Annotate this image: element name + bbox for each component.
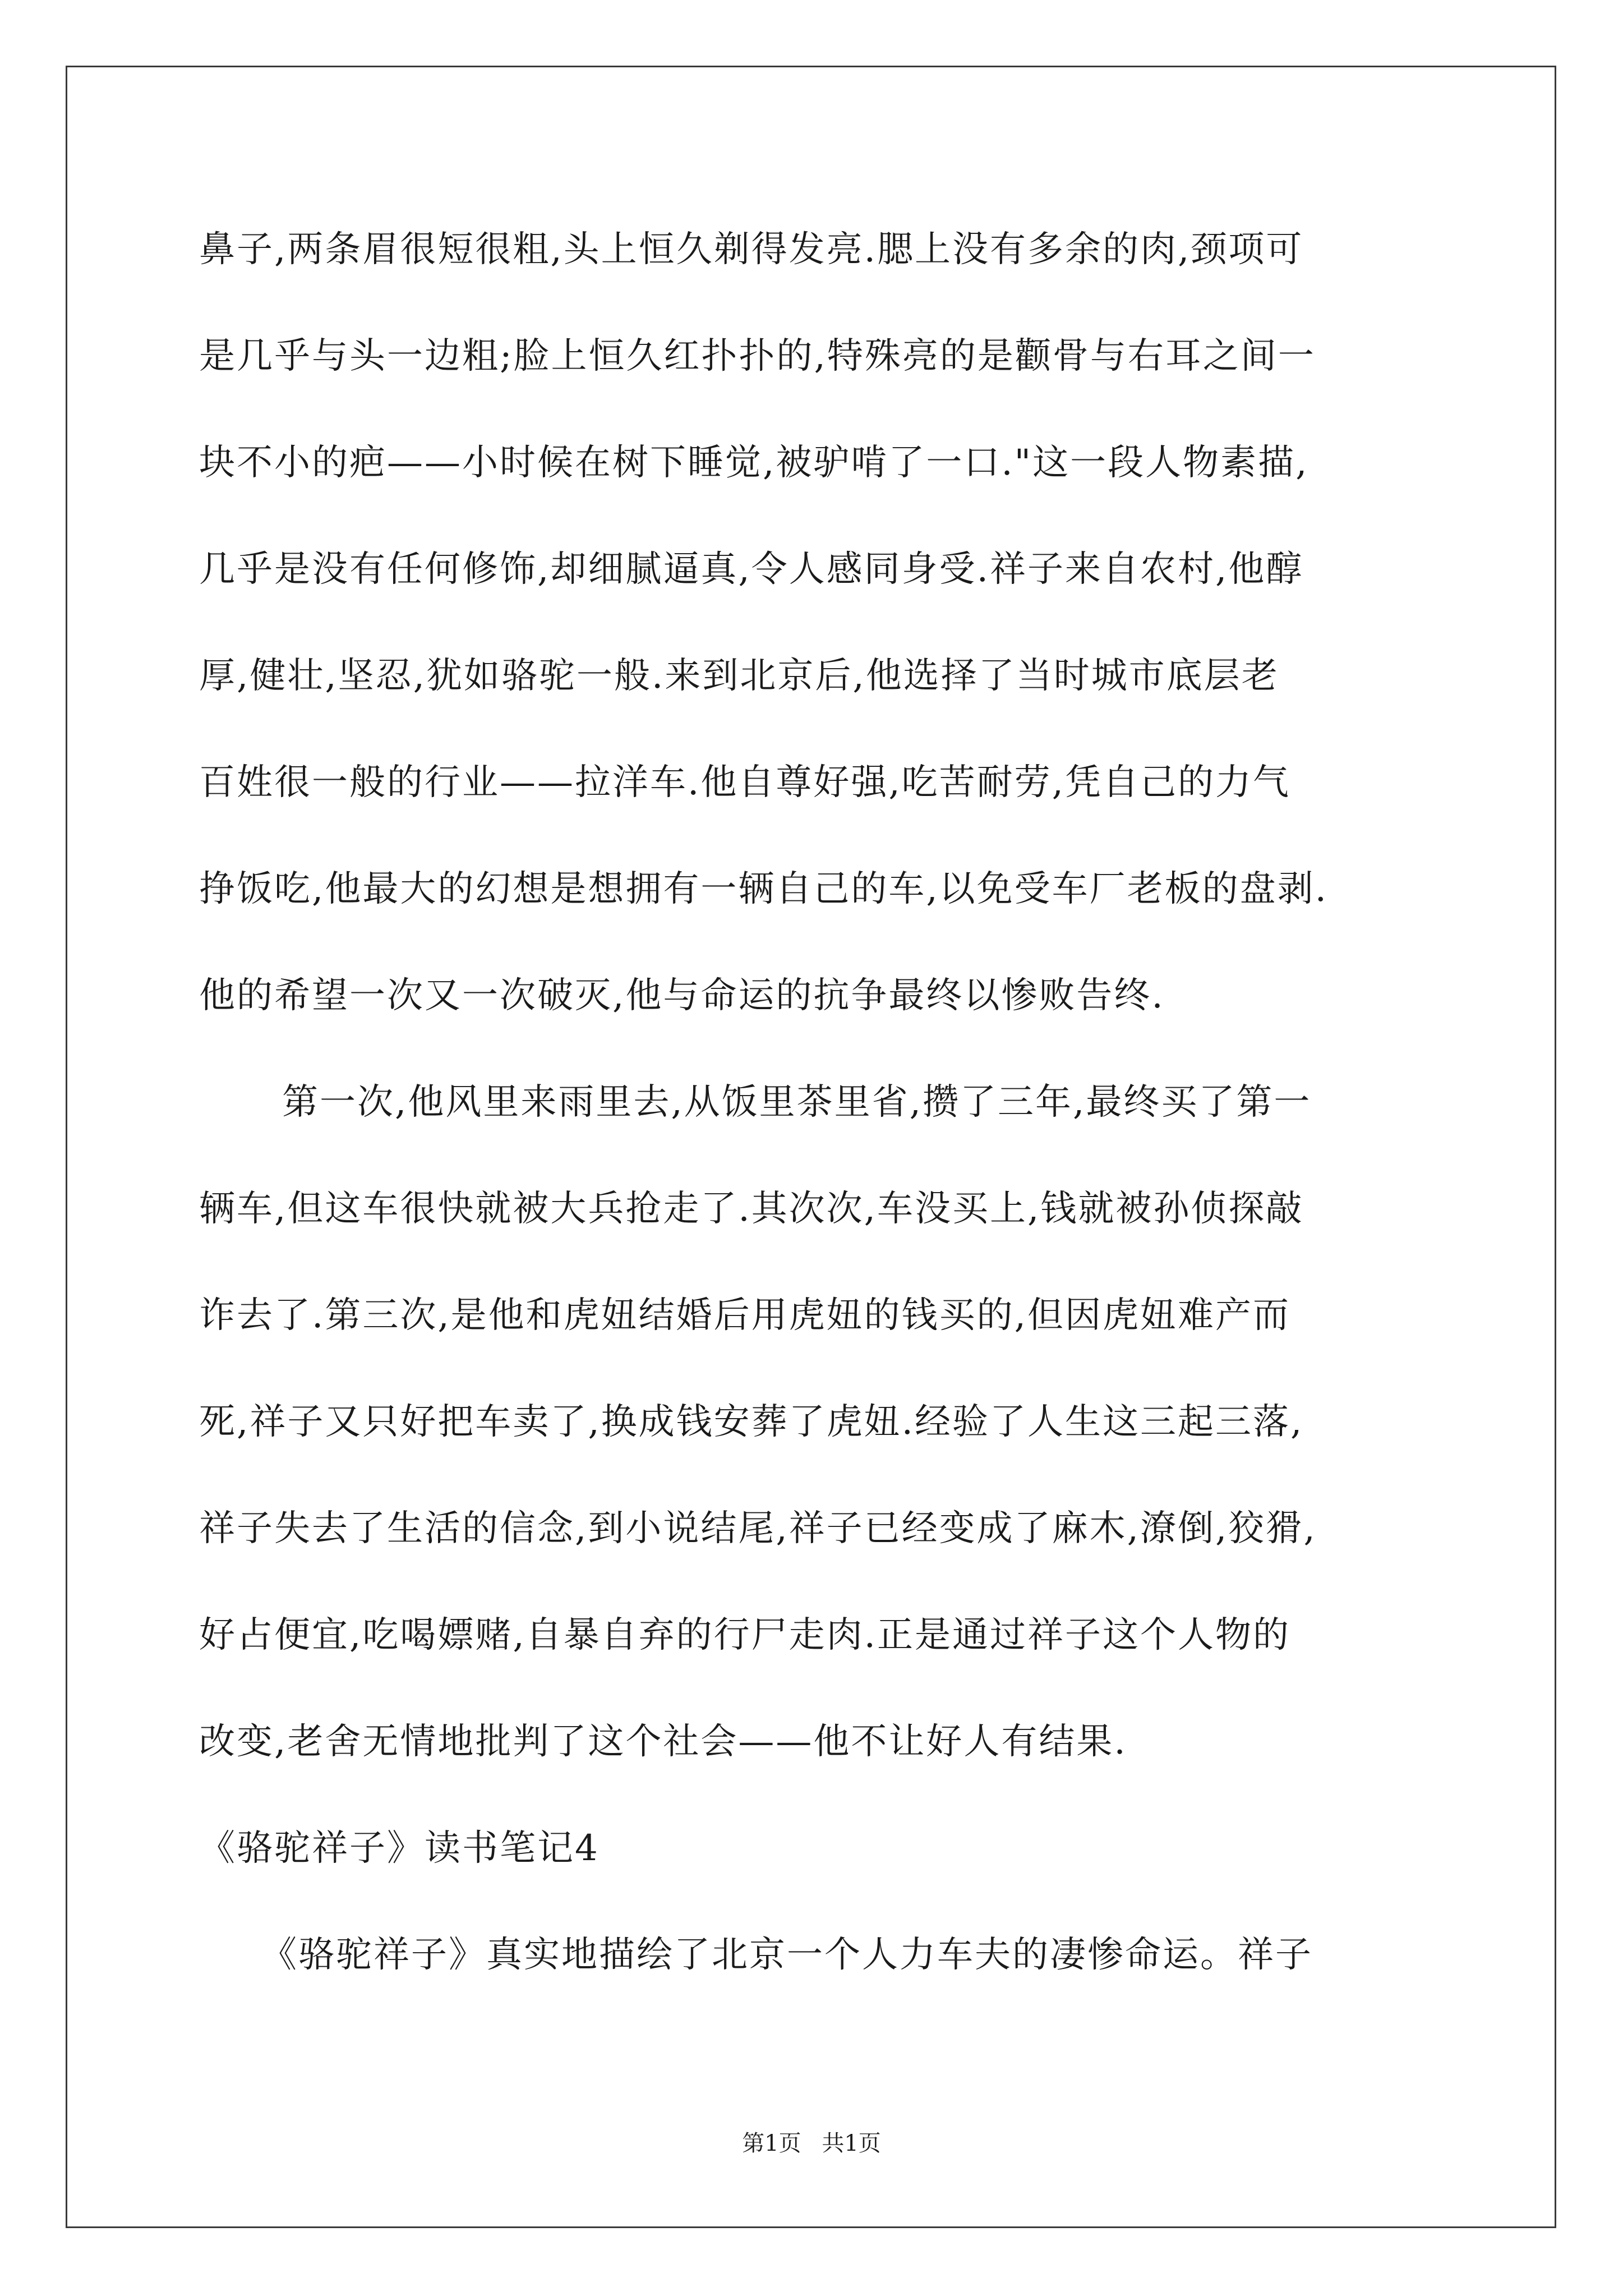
text-line: 他的希望一次又一次破灭,他与命运的抗争最终以惨败告终. [199, 975, 1165, 1016]
text-line: 好占便宜,吃喝嫖赌,自暴自弃的行尸走肉.正是通过祥子这个人物的 [199, 1614, 1291, 1656]
text-line: 块不小的疤——小时候在树下睡觉,被驴啃了一口."这一段人物素描, [199, 442, 1309, 484]
page-footer [0, 2129, 1623, 2157]
text-line: 辆车,但这车很快就被大兵抢走了.其次次,车没买上,钱就被孙侦探敲 [199, 1188, 1304, 1230]
paragraph-first-line: 第一次,他风里来雨里去,从饭里茶里省,攒了三年,最终买了第一 [282, 1082, 1312, 1123]
paragraph-first-line: 《骆驼祥子》真实地描绘了北京一个人力车夫的凄惨命运。祥子 [261, 1934, 1313, 1976]
page-border [66, 66, 1556, 2228]
page-total: 共1页 [822, 2131, 881, 2156]
section-heading: 《骆驼祥子》读书笔记4 [199, 1828, 600, 1869]
text-line: 死,祥子又只好把车卖了,换成钱安葬了虎妞.经验了人生这三起三落, [199, 1401, 1304, 1443]
text-line: 厚,健壮,坚忍,犹如骆驼一般.来到北京后,他选择了当时城市底层老 [199, 655, 1279, 697]
text-line: 改变,老舍无情地批判了这个社会——他不让好人有结果. [199, 1721, 1127, 1763]
page-number: 第1页 [742, 2131, 801, 2156]
text-line: 挣饭吃,他最大的幻想是想拥有一辆自己的车,以免受车厂老板的盘剥. [199, 868, 1329, 910]
text-line: 祥子失去了生活的信念,到小说结尾,祥子已经变成了麻木,潦倒,狡猾, [199, 1508, 1317, 1549]
text-line: 诈去了.第三次,是他和虎妞结婚后用虎妞的钱买的,但因虎妞难产而 [199, 1295, 1291, 1336]
text-line: 是几乎与头一边粗;脸上恒久红扑扑的,特殊亮的是颧骨与右耳之间一 [199, 335, 1316, 377]
text-line: 百姓很一般的行业——拉洋车.他自尊好强,吃苦耐劳,凭自己的力气 [199, 762, 1291, 803]
text-line: 几乎是没有任何修饰,却细腻逼真,令人感同身受.祥子来自农村,他醇 [199, 549, 1304, 590]
text-line: 鼻子,两条眉很短很粗,头上恒久剃得发亮.腮上没有多余的肉,颈项可 [199, 229, 1304, 270]
